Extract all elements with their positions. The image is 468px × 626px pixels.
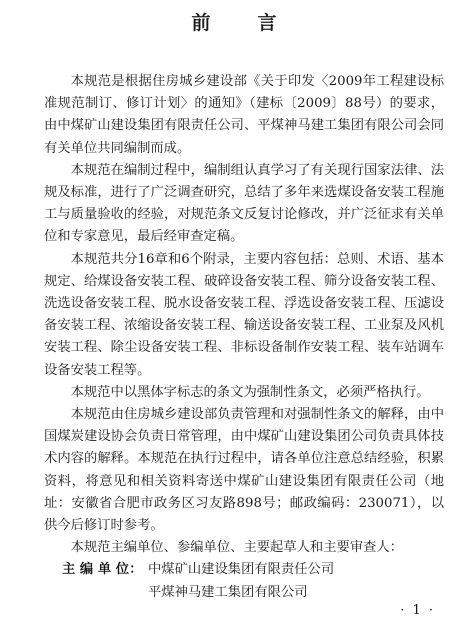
- paragraph-contents: 本规范共分16章和6个附录，主要内容包括：总则、术语、基本规定、给煤设备安装工程、破碎设备安装工程、筛分设备安装工程、洗选设备安装工程、脱水设备安装工程、浮选设备安装工程、压滤设备安装工程、浓缩设备安装工程、输送设备安装工程、工业泵及风机安装工程、除尘设备安装工程、非标设备制作安装工程、装车站调车设备安装工程等。: [44, 251, 444, 378]
- chief-editor-unit-1: 中煤矿山建设集团有限责任公司: [148, 562, 335, 578]
- paragraph-origin: 本规范是根据住房城乡建设部《关于印发〈2009年工程建设标准规范制订、修订计划〉的通知》（建标〔2009〕88号）的要求，由中煤矿山建设集团有限责任公司、平煤神马建工集团有限公司会同有关单位共同编制而成。: [44, 74, 444, 156]
- paragraph-process: 本规范在编制过程中，编制组认真学习了有关现行国家法律、法规及标准，进行了广泛调查研究，总结了多年来选煤设备安装工程施工与质量验收的经验，对规范条文反复讨论修改，并广泛征求有关单位和专家意见，最后经审查定稿。: [44, 162, 444, 245]
- preface-body: [44, 71, 444, 604]
- chief-editor-row: [44, 559, 444, 581]
- paragraph-management: 本规范由住房城乡建设部负责管理和对强制性条文的解释，由中国煤炭建设协会负责日常管理，由中煤矿山建设集团公司负责具体技术内容的解释。本规范在执行过程中，请各单位注意总结经验，积累资料，将意见和相关资料寄送中煤矿山建设集团有限责任公司（地址：安徽省合肥市政务区习友路898号；邮政编码：230071），以供今后修订时参考。: [44, 407, 444, 534]
- chief-editor-label: 主 编 单 位：: [62, 562, 143, 578]
- paragraph-mandatory: 本规范中以黑体字标志的条文为强制性条文，必须严格执行。: [70, 384, 430, 400]
- paragraph-participants-intro: 本规范主编单位、参编单位、主要起草人和主要审查人：: [70, 540, 404, 556]
- page-title: 前 言: [191, 12, 291, 34]
- chief-editor-row-2: [44, 582, 444, 604]
- page-number: · 1 ·: [400, 603, 435, 618]
- chief-editor-unit-2: 平煤神马建工集团有限公司: [148, 584, 308, 600]
